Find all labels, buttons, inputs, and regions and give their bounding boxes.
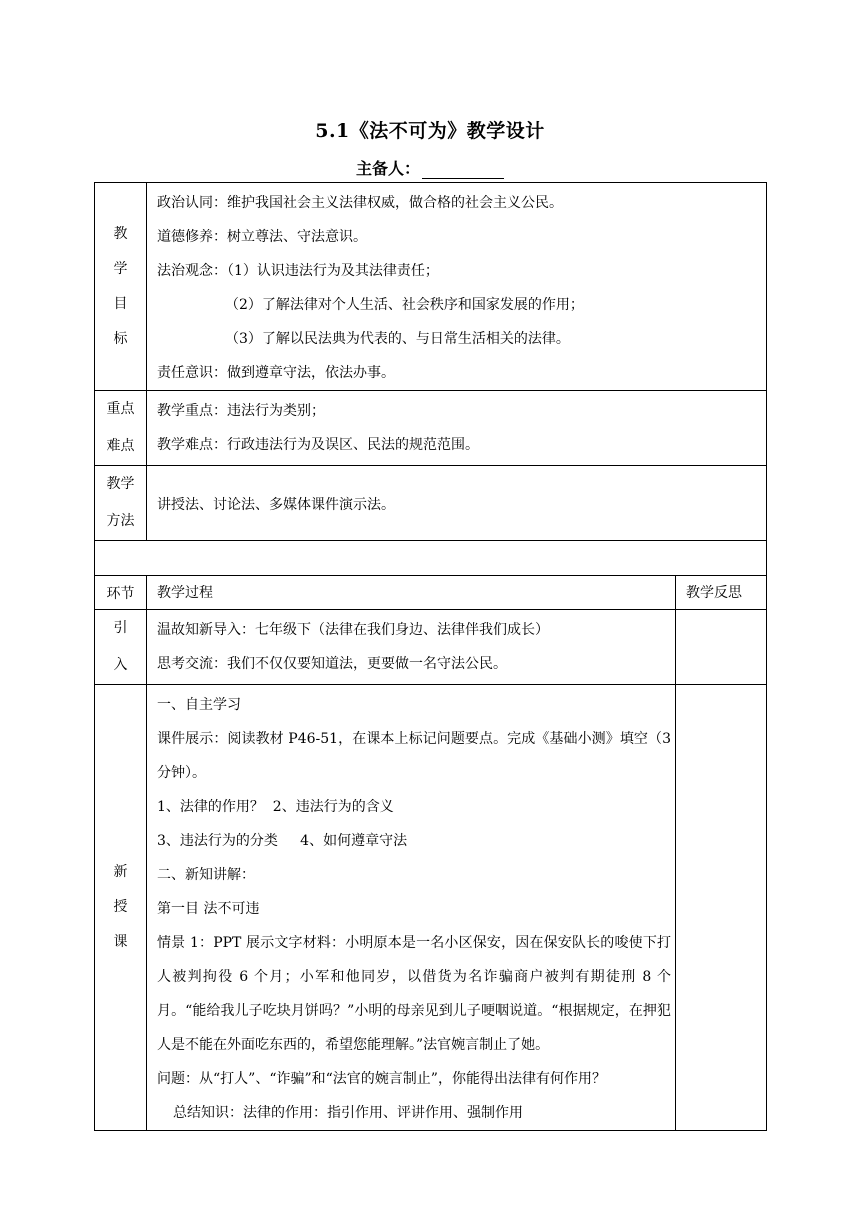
preparer-line [0, 156, 860, 179]
methods-content [147, 466, 767, 541]
methods-label: 教学 方法 [95, 466, 147, 541]
summary-text: 总结知识：法律的作用：指引作用、评讲作用、强制作用 [173, 1105, 523, 1121]
keypoints-content [147, 391, 767, 466]
self-study-heading: 一、自主学习 [157, 697, 241, 713]
empty-cell [95, 541, 767, 576]
scenario-1-text: 情景 1：PPT 展示文字材料：小明原本是一名小区保安，因在保安队长的唆使下打人被判拘役 6 个月；小军和他同岁，以借货为名诈骗商户被判有期徒刑 8 个月。“能给我儿子吃块月饼吗？”小明的母亲见到儿子哽咽说道。“根据规定，在押犯人是不能在外面吃东西的，希望您能理解。”法官婉言制止了她。 [157, 935, 671, 1053]
objective-rule-of-law-3: （3）了解以民法典为代表的、与日常生活相关的法律。 [225, 331, 570, 347]
key-point: 教学重点：违法行为类别； [157, 403, 325, 419]
objectives-label: 教 学 目 标 [95, 183, 147, 391]
header-reflection: 教学反思 [676, 576, 767, 610]
intro-content [147, 610, 676, 685]
objectives-content [147, 183, 767, 391]
methods-text: 讲授法、讨论法、多媒体课件演示法。 [157, 496, 395, 513]
newlesson-reflection-cell [676, 685, 767, 1131]
questions-line-2: 3、违法行为的分类 4、如何遵章守法 [157, 833, 408, 849]
question-text: 问题：从“打人”、“诈骗”和“法官的婉言制止”，你能得出法律有何作用？ [157, 1071, 606, 1087]
lesson-plan-table [94, 182, 767, 1131]
questions-line-1: 1、法律的作用？ 2、违法行为的含义 [157, 799, 394, 815]
preparer-label: 主备人： [355, 159, 420, 178]
methods-row [95, 466, 767, 541]
objective-rule-of-law: 法治观念：（1）认识违法行为及其法律责任； [157, 263, 439, 279]
intro-discussion: 思考交流：我们不仅仅要知道法，更要做一名守法公民。 [157, 656, 507, 672]
document-title: 5.1《法不可为》教学设计 [315, 120, 545, 142]
new-knowledge-heading: 二、新知讲解： [157, 867, 255, 883]
courseware-instruction: 课件展示：阅读教材 P46-51，在课本上标记问题要点。完成《基础小测》填空（3 分钟）。 [157, 731, 671, 781]
objective-moral: 道德修养：树立尊法、守法意识。 [157, 229, 367, 245]
intro-review: 温故知新导入：七年级下（法律在我们身边、法律伴我们成长） [157, 622, 549, 638]
objectives-row [95, 183, 767, 391]
preparer-blank [422, 162, 504, 179]
header-process: 教学过程 [147, 576, 676, 610]
objective-rule-of-law-2: （2）了解法律对个人生活、社会秩序和国家发展的作用； [225, 297, 584, 313]
newlesson-label: 新 授 课 [95, 685, 147, 1131]
keypoints-label: 重点 难点 [95, 391, 147, 466]
intro-row [95, 610, 767, 685]
section-1-title: 第一目 法不可违 [157, 901, 260, 917]
keypoints-row [95, 391, 767, 466]
spacer-row [95, 541, 767, 576]
header-stage: 环节 [95, 576, 147, 610]
intro-label: 引 入 [95, 610, 147, 685]
process-header-row [95, 576, 767, 610]
difficult-point: 教学难点：行政违法行为及误区、民法的规范范围。 [157, 437, 479, 453]
newlesson-row [95, 685, 767, 1131]
objective-political: 政治认同：维护我国社会主义法律权威，做合格的社会主义公民。 [157, 195, 563, 211]
objective-responsibility: 责任意识：做到遵章守法，依法办事。 [157, 365, 395, 381]
newlesson-content [147, 685, 676, 1131]
intro-reflection-cell [676, 610, 767, 685]
